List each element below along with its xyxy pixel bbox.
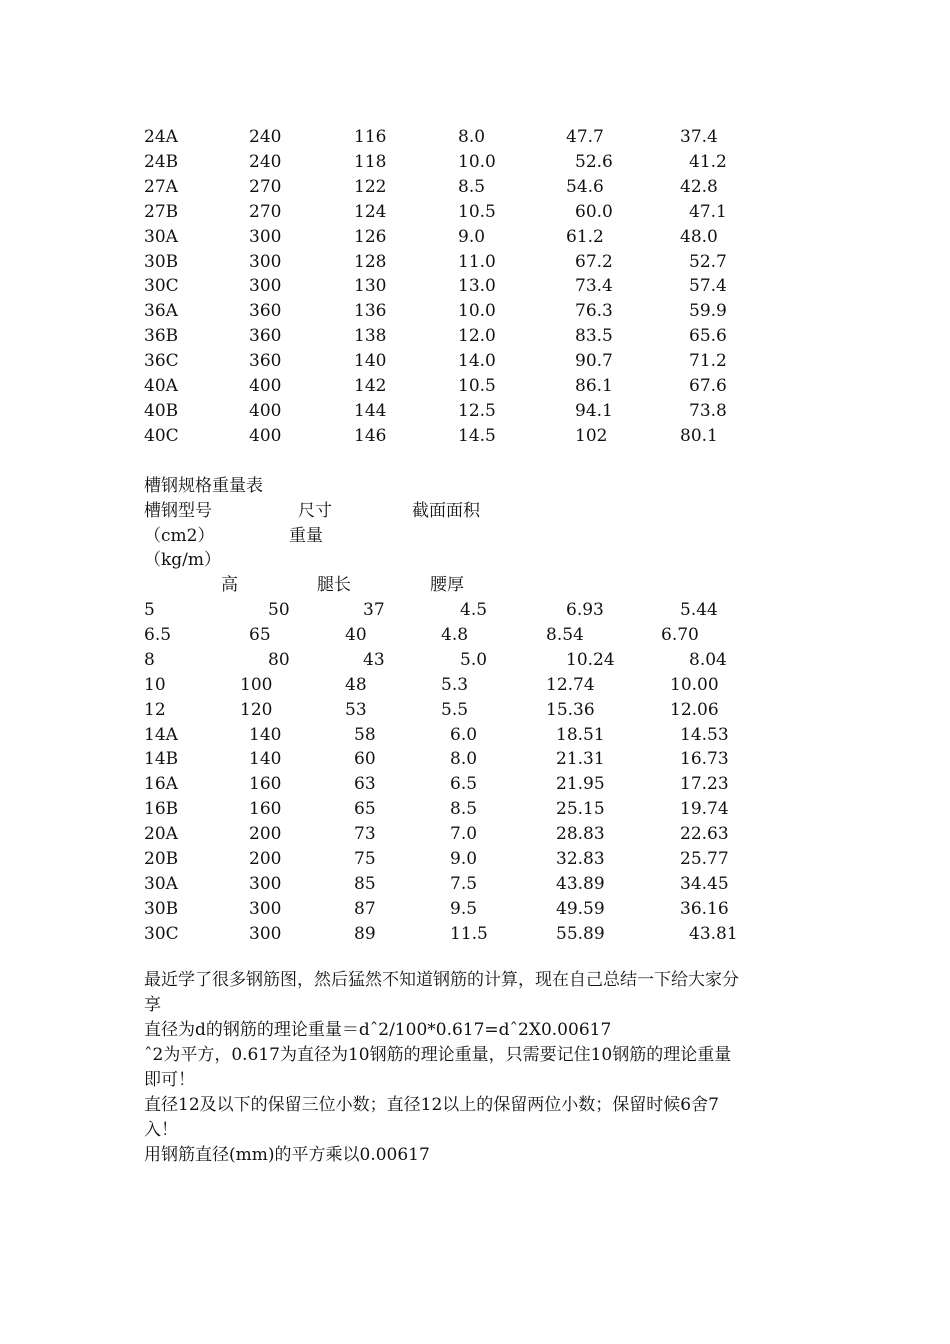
header-weight: 重量 xyxy=(289,526,323,546)
table-cell: 10.0 xyxy=(458,151,496,172)
header-leg-length: 腿长 xyxy=(317,575,351,595)
table-row xyxy=(0,374,950,398)
table-cell: 10.5 xyxy=(458,376,496,396)
table-row xyxy=(0,723,950,747)
table-cell: 300 xyxy=(249,898,282,919)
table-cell: 240 xyxy=(249,151,282,172)
table-cell: 89 xyxy=(354,923,376,944)
table-cell: 10.5 xyxy=(458,201,496,222)
table-cell: 15.36 xyxy=(546,699,595,720)
table-cell: 6.0 xyxy=(450,724,478,745)
table-cell: 60 xyxy=(354,749,376,770)
table-cell: 300 xyxy=(249,923,282,944)
table-cell: 34.45 xyxy=(680,873,729,894)
table-cell: 43.89 xyxy=(556,873,605,894)
table-cell: 5.3 xyxy=(441,674,469,695)
table-cell: 37.4 xyxy=(680,127,718,147)
table-row xyxy=(0,673,950,697)
table-cell: 65 xyxy=(249,624,271,645)
table-cell: 5.44 xyxy=(680,600,718,620)
table-cell: 36C xyxy=(144,351,179,372)
table-cell: 65 xyxy=(354,799,376,820)
table-cell: 360 xyxy=(249,326,282,347)
table-row xyxy=(0,747,950,771)
table-cell: 5 xyxy=(144,600,155,620)
note-line: 直径12及以下的保留三位小数；直径12以上的保留两位小数；保留时候6舍7 xyxy=(144,1095,719,1115)
table-cell: 30C xyxy=(144,276,179,297)
table-cell: 400 xyxy=(249,400,282,421)
table-row xyxy=(0,623,950,647)
table-cell: 8.5 xyxy=(458,176,486,197)
table-cell: 40B xyxy=(144,400,179,421)
table-cell: 54.6 xyxy=(566,176,604,197)
table-cell: 14.0 xyxy=(458,351,496,372)
table-cell: 48.0 xyxy=(680,226,718,247)
table-cell: 43 xyxy=(363,649,385,670)
table-cell: 300 xyxy=(249,873,282,894)
table-row xyxy=(0,200,950,224)
table-cell: 12.0 xyxy=(458,326,496,347)
table-cell: 75 xyxy=(354,849,376,869)
table-cell: 53 xyxy=(345,699,367,720)
table-cell: 140 xyxy=(249,749,282,770)
table-cell: 8.0 xyxy=(450,749,478,770)
table-cell: 7.0 xyxy=(450,824,478,845)
table-row xyxy=(0,822,950,846)
table-cell: 71.2 xyxy=(689,351,727,372)
table-cell: 300 xyxy=(249,276,282,297)
table-cell: 90.7 xyxy=(575,351,613,372)
table-cell: 9.5 xyxy=(450,898,478,919)
channel-table-title: 槽钢规格重量表 xyxy=(144,476,263,496)
table-cell: 30B xyxy=(144,898,179,919)
table-row xyxy=(0,424,950,448)
table-cell: 52.6 xyxy=(575,151,613,172)
table-cell: 61.2 xyxy=(566,226,604,247)
table-cell: 7.5 xyxy=(450,873,478,894)
table-cell: 16.73 xyxy=(680,749,729,770)
table-row xyxy=(0,125,950,149)
table-cell: 126 xyxy=(354,226,387,247)
table-cell: 120 xyxy=(240,699,273,720)
note-line: 用钢筋直径(mm)的平方乘以0.00617 xyxy=(144,1145,430,1165)
table-cell: 11.0 xyxy=(458,251,496,272)
table-cell: 73 xyxy=(354,824,376,845)
header-area: 截面面积 xyxy=(412,501,480,521)
table-row xyxy=(0,225,950,249)
note-line: 直径为d的钢筋的理论重量＝dˆ2/100*0.617=dˆ2X0.00617 xyxy=(144,1020,612,1040)
table-cell: 138 xyxy=(354,326,387,347)
table-cell: 13.0 xyxy=(458,276,496,297)
table-cell: 12 xyxy=(144,699,166,720)
table-cell: 36A xyxy=(144,301,178,322)
table-cell: 42.8 xyxy=(680,176,718,197)
table-cell: 18.51 xyxy=(556,724,605,745)
table-cell: 41.2 xyxy=(689,151,727,172)
table-cell: 400 xyxy=(249,376,282,396)
table-cell: 94.1 xyxy=(575,400,613,421)
table-cell: 50 xyxy=(268,600,290,620)
table-cell: 128 xyxy=(354,251,387,272)
table-cell: 86.1 xyxy=(575,376,613,396)
table-cell: 9.0 xyxy=(450,849,478,869)
table-cell: 100 xyxy=(240,674,273,695)
table-cell: 63 xyxy=(354,774,376,795)
table-row xyxy=(0,175,950,199)
table-row xyxy=(0,648,950,672)
table-cell: 67.6 xyxy=(689,376,727,396)
table-row xyxy=(0,324,950,348)
table-cell: 6.5 xyxy=(450,774,478,795)
table-cell: 67.2 xyxy=(575,251,613,272)
table-cell: 10.00 xyxy=(670,674,719,695)
table-cell: 16A xyxy=(144,774,178,795)
table-row xyxy=(0,847,950,871)
table-cell: 10.24 xyxy=(566,649,615,670)
table-cell: 360 xyxy=(249,351,282,372)
table-cell: 49.59 xyxy=(556,898,605,919)
table-cell: 8.54 xyxy=(546,624,584,645)
table-cell: 59.9 xyxy=(689,301,727,322)
table-cell: 12.06 xyxy=(670,699,719,720)
table-cell: 122 xyxy=(354,176,387,197)
table-cell: 40A xyxy=(144,376,178,396)
note-line: 最近学了很多钢筋图，然后猛然不知道钢筋的计算，现在自己总结一下给大家分 xyxy=(144,970,739,990)
table-cell: 14B xyxy=(144,749,179,770)
table-cell: 20A xyxy=(144,824,178,845)
table-cell: 6.93 xyxy=(566,600,604,620)
table-row xyxy=(0,250,950,274)
table-cell: 8.0 xyxy=(458,127,486,147)
note-line: 入！ xyxy=(144,1120,178,1140)
table-cell: 360 xyxy=(249,301,282,322)
table-cell: 160 xyxy=(249,799,282,820)
table-cell: 73.8 xyxy=(689,400,727,421)
table-cell: 27B xyxy=(144,201,179,222)
table-cell: 140 xyxy=(249,724,282,745)
table-cell: 87 xyxy=(354,898,376,919)
table-cell: 17.23 xyxy=(680,774,729,795)
table-cell: 300 xyxy=(249,226,282,247)
table-row xyxy=(0,274,950,298)
table-cell: 160 xyxy=(249,774,282,795)
table-cell: 136 xyxy=(354,301,387,322)
table-cell: 14A xyxy=(144,724,178,745)
table-cell: 21.95 xyxy=(556,774,605,795)
table-cell: 5.0 xyxy=(460,649,488,670)
table-cell: 60.0 xyxy=(575,201,613,222)
table-cell: 400 xyxy=(249,425,282,446)
table-cell: 8.04 xyxy=(689,649,727,670)
table-cell: 76.3 xyxy=(575,301,613,322)
table-cell: 73.4 xyxy=(575,276,613,297)
table-cell: 8 xyxy=(144,649,155,670)
table-row xyxy=(0,150,950,174)
table-cell: 30A xyxy=(144,226,178,247)
table-cell: 24B xyxy=(144,151,179,172)
note-line: 即可！ xyxy=(144,1070,195,1090)
table-cell: 4.5 xyxy=(460,600,488,620)
table-cell: 12.74 xyxy=(546,674,595,695)
table-cell: 270 xyxy=(249,176,282,197)
table-cell: 200 xyxy=(249,849,282,869)
table-cell: 270 xyxy=(249,201,282,222)
note-line: 享 xyxy=(144,995,161,1015)
table-cell: 20B xyxy=(144,849,179,869)
table-cell: 10.0 xyxy=(458,301,496,322)
table-row xyxy=(0,399,950,423)
header-waist-thickness: 腰厚 xyxy=(430,575,464,595)
table-cell: 55.89 xyxy=(556,923,605,944)
table-cell: 43.81 xyxy=(689,923,738,944)
header-weight-unit: （kg/m） xyxy=(144,550,222,570)
table-cell: 5.5 xyxy=(441,699,469,720)
table-cell: 65.6 xyxy=(689,326,727,347)
table-cell: 14.53 xyxy=(680,724,729,745)
table-cell: 300 xyxy=(249,251,282,272)
table-row xyxy=(0,872,950,896)
table-cell: 40C xyxy=(144,425,179,446)
table-cell: 24A xyxy=(144,127,178,147)
table-cell: 19.74 xyxy=(680,799,729,820)
table-cell: 36B xyxy=(144,326,179,347)
table-cell: 47.1 xyxy=(689,201,727,222)
table-cell: 28.83 xyxy=(556,824,605,845)
table-cell: 6.5 xyxy=(144,624,172,645)
table-row xyxy=(0,797,950,821)
table-cell: 116 xyxy=(354,127,387,147)
table-cell: 4.8 xyxy=(441,624,469,645)
table-cell: 57.4 xyxy=(689,276,727,297)
note-line: ˆ2为平方，0.617为直径为10钢筋的理论重量，只需要记住10钢筋的理论重量 xyxy=(144,1045,732,1065)
table-cell: 130 xyxy=(354,276,387,297)
table-cell: 10 xyxy=(144,674,166,695)
table-cell: 32.83 xyxy=(556,849,605,869)
table-row xyxy=(0,772,950,796)
header-area-unit: （cm2） xyxy=(144,526,215,546)
table-cell: 48 xyxy=(345,674,367,695)
table-cell: 124 xyxy=(354,201,387,222)
table-cell: 146 xyxy=(354,425,387,446)
table-cell: 47.7 xyxy=(566,127,604,147)
table-row xyxy=(0,897,950,921)
table-cell: 37 xyxy=(363,600,385,620)
table-cell: 6.70 xyxy=(661,624,699,645)
table-row xyxy=(0,598,950,622)
table-cell: 11.5 xyxy=(450,923,488,944)
table-row xyxy=(0,698,950,722)
table-cell: 16B xyxy=(144,799,179,820)
table-cell: 9.0 xyxy=(458,226,486,247)
table-cell: 14.5 xyxy=(458,425,496,446)
table-cell: 40 xyxy=(345,624,367,645)
table-row xyxy=(0,299,950,323)
table-cell: 8.5 xyxy=(450,799,478,820)
table-cell: 80.1 xyxy=(680,425,718,446)
table-cell: 52.7 xyxy=(689,251,727,272)
header-model: 槽钢型号 xyxy=(144,501,212,521)
table-cell: 27A xyxy=(144,176,178,197)
table-cell: 21.31 xyxy=(556,749,605,770)
table-cell: 25.77 xyxy=(680,849,729,869)
table-row xyxy=(0,349,950,373)
table-cell: 36.16 xyxy=(680,898,729,919)
table-cell: 240 xyxy=(249,127,282,147)
table-cell: 140 xyxy=(354,351,387,372)
table-cell: 58 xyxy=(354,724,376,745)
table-cell: 30C xyxy=(144,923,179,944)
table-row xyxy=(0,922,950,946)
table-cell: 30A xyxy=(144,873,178,894)
table-cell: 22.63 xyxy=(680,824,729,845)
table-cell: 142 xyxy=(354,376,387,396)
table-cell: 30B xyxy=(144,251,179,272)
header-height: 高 xyxy=(221,575,238,595)
table-cell: 80 xyxy=(268,649,290,670)
table-cell: 200 xyxy=(249,824,282,845)
table-cell: 12.5 xyxy=(458,400,496,421)
table-cell: 144 xyxy=(354,400,387,421)
table-cell: 118 xyxy=(354,151,387,172)
table-cell: 85 xyxy=(354,873,376,894)
table-cell: 25.15 xyxy=(556,799,605,820)
table-cell: 83.5 xyxy=(575,326,613,347)
header-size: 尺寸 xyxy=(298,501,332,521)
table-cell: 102 xyxy=(575,425,608,446)
